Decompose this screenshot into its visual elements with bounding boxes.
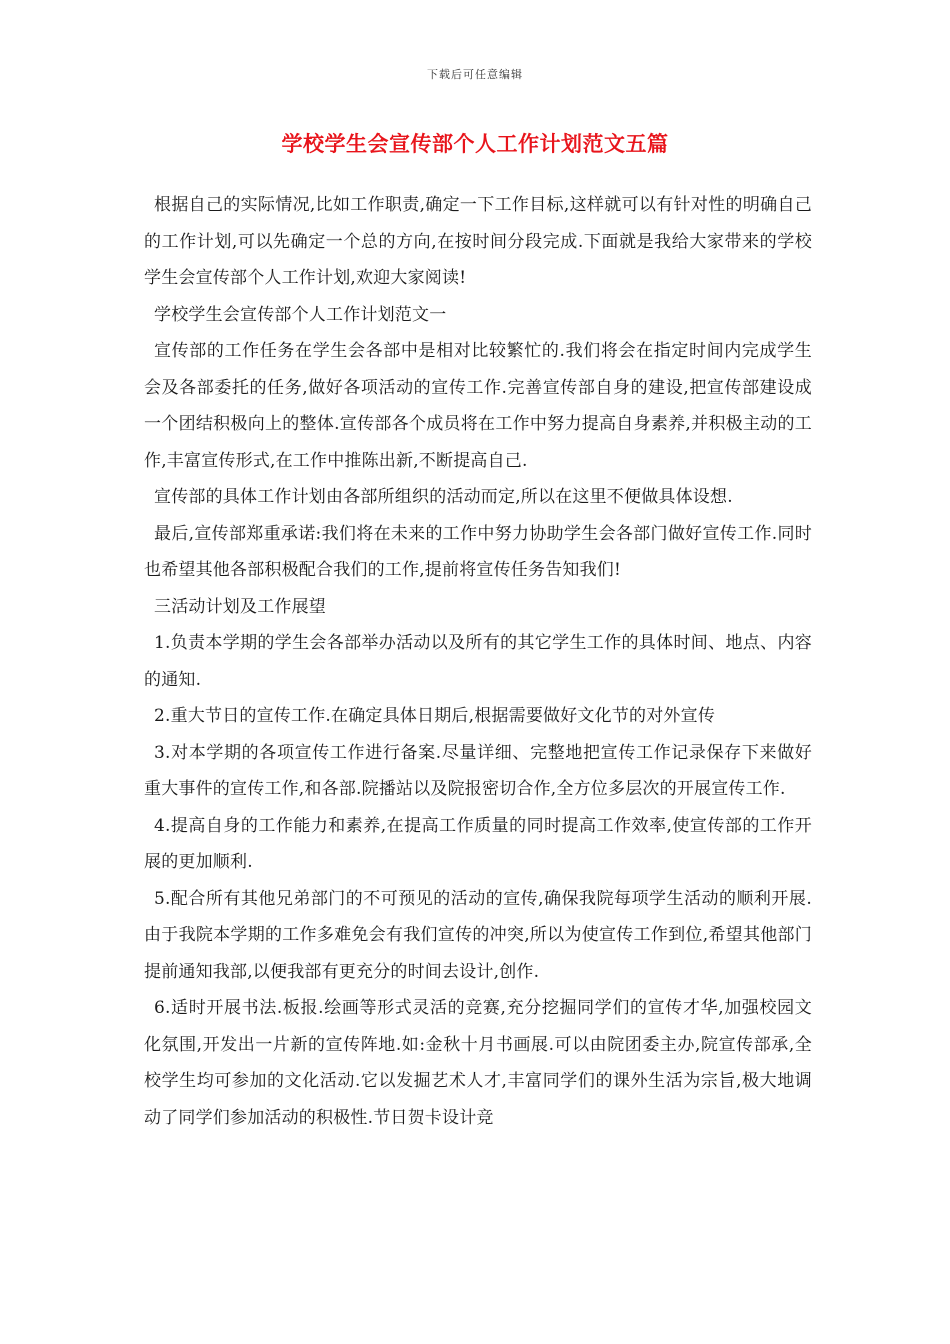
list-item-2: 2.重大节日的宣传工作.在确定具体日期后,根据需要做好文化节的对外宣传: [154, 706, 716, 726]
paragraph-tasks: 宣传部的工作任务在学生会各部中是相对比较繁忙的.我们将会在指定时间内完成学生会及各部委托的任务,做好各项活动的宣传工作.完善宣传部自身的建设,把宣传部建设成一个团结积极向上的整体.宣传部各个成员将在工作中努力提高自身素养,并积极主动的工作,丰富宣传形式,在工作中推陈出新,不断提高自己.: [144, 341, 812, 471]
paragraph-promise: 最后,宣传部郑重承诺:我们将在未来的工作中努力协助学生会各部门做好宣传工作.同时也希望其他各部积极配合我们的工作,提前将宣传任务告知我们!: [144, 523, 812, 580]
list-item-5: 5.配合所有其他兄弟部门的不可预见的活动的宣传,确保我院每项学生活动的顺利开展.由于我院本学期的工作多难免会有我们宣传的冲突,所以为使宣传工作到位,希望其他部门提前通知我部,以便我部有更充分的时间去设计,创作.: [144, 888, 812, 982]
header-note: 下载后可任意编辑: [427, 68, 523, 81]
section-heading-sample-one: 学校学生会宣传部个人工作计划范文一: [154, 304, 447, 325]
document-title: 学校学生会宣传部个人工作计划范文五篇: [281, 131, 669, 156]
paragraph-intro: 根据自己的实际情况,比如工作职责,确定一下工作目标,这样就可以有针对性的明确自己的工作计划,可以先确定一个总的方向,在按时间分段完成.下面就是我给大家带来的学校学生会宣传部个人工作计划,欢迎大家阅读!: [144, 195, 812, 288]
paragraph-plan-note: 宣传部的具体工作计划由各部所组织的活动而定,所以在这里不便做具体设想.: [154, 487, 733, 507]
list-item-1: 1.负责本学期的学生会各部举办活动以及所有的其它学生工作的具体时间、地点、内容的通知.: [144, 633, 812, 690]
section-heading-activity-plan: 三活动计划及工作展望: [154, 596, 326, 617]
list-item-4: 4.提高自身的工作能力和素养,在提高工作质量的同时提高工作效率,使宣传部的工作开展的更加顺利.: [144, 815, 812, 872]
list-item-6: 6.适时开展书法.板报.绘画等形式灵活的竞赛,充分挖掘同学们的宣传才华,加强校园文化氛围,开发出一片新的宣传阵地.如:金秋十月书画展.可以由院团委主办,院宣传部承,全校学生均可参加的文化活动.它以发掘艺术人才,丰富同学们的课外生活为宗旨,极大地调动了同学们参加活动的积极性.节日贺卡设计竞: [144, 998, 812, 1128]
document-body: [144, 187, 812, 1136]
list-item-3: 3.对本学期的各项宣传工作进行备案.尽量详细、完整地把宣传工作记录保存下来做好重大事件的宣传工作,和各部.院播站以及院报密切合作,全方位多层次的开展宣传工作.: [144, 742, 812, 799]
